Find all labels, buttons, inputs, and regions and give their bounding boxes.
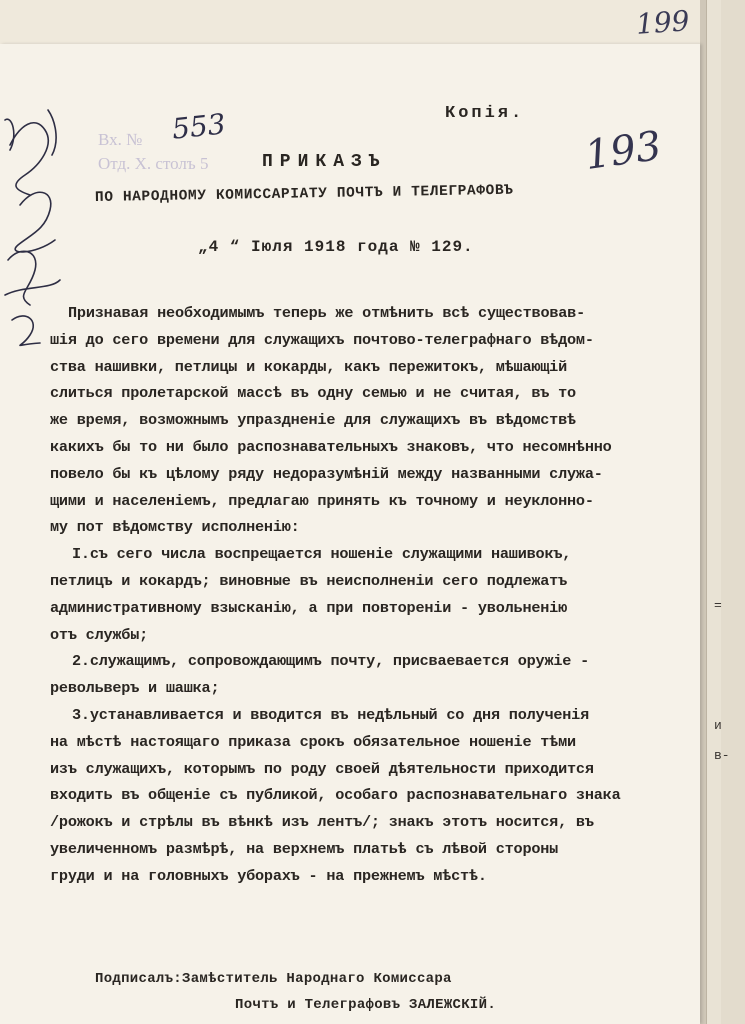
body-line: повело бы къ цѣлому ряду недоразумѣній между названными служа- [50,464,603,483]
document-date-line: „4 “ Іюля 1918 года № 129. [198,238,474,256]
back-page [706,0,721,1024]
body-line: какихъ бы то ни было распознавательныхъ знаковъ, что несомнѣнно [50,437,612,456]
document-body [50,300,660,890]
document-title: ПРИКАЗЪ [262,152,387,172]
body-line: I.съ сего числа воспрещается ношеніе служащими нашивокъ, [72,545,572,564]
body-line: 2.служащимъ, сопровождающимъ почту, присваевается оружіе - [72,652,590,671]
body-line: увеличенномъ размѣрѣ, на верхнемъ платьѣ съ лѣвой стороны [50,839,559,858]
body-line: же время, возможнымъ упраздненіе для служащихъ въ вѣдомствѣ [50,411,576,430]
body-line: административному взысканію, а при повтореніи - увольненію [50,598,568,617]
signature-line: Подписалъ:Замѣститель Народнаго Комиссара [95,971,452,987]
right-margin-mark: и [714,718,722,733]
body-line: груди и на головныхъ уборахъ - на прежнемъ мѣстѣ. [50,866,487,885]
body-line: щими и населеніемъ, предлагаю принять къ точному и неуклонно- [50,491,594,510]
body-line: му пот вѣдомству исполненію: [50,518,300,537]
body-line: входить въ общеніе съ публикой, особаго распознавательнаго знака [50,786,621,805]
signature-block [95,966,496,1018]
body-line: изъ служащихъ, которымъ по роду своей дѣятельности приходится [50,759,594,778]
document-subtitle: ПО НАРОДНОМУ КОМИССАРІАТУ ПОЧТЪ И ТЕЛЕГРАФОВЪ [94,182,514,206]
body-line: Признавая необходимымъ теперь же отмѣнить всѣ существовав- [68,304,586,322]
body-line: /рожокъ и стрѣлы въ вѣнкѣ изъ лентъ/; знакъ этотъ носится, въ [50,813,594,832]
body-line: револьверъ и шашка; [50,679,220,698]
body-line: 3.устанавливается и вводится въ недѣльный со дня полученія [72,705,590,724]
stamp-line: Отд. Х. столъ 5 [98,154,209,173]
copy-label: Копія. [445,104,525,123]
handwritten-registration-number: 553 [170,107,228,146]
right-margin-mark: в- [714,748,730,763]
handwritten-page-number: 193 [582,122,665,180]
top-sheet-edge [0,0,700,49]
stamp-line: Вх. № [98,130,143,149]
signature-line: Почтъ и Телеграфовъ ЗАЛЕЖСКІЙ. [235,997,497,1013]
body-line: петлицъ и кокардъ; виновные въ неисполненіи сего подлежатъ [50,571,568,590]
body-line: ства нашивки, петлицы и кокарды, какъ пережитокъ, мѣшающій [50,357,568,376]
body-line: шія до сего времени для служащихъ почтово-телеграфнаго вѣдом- [50,330,594,349]
body-line: слиться пролетарской массѣ въ одну семью и не считая, въ то [50,384,576,403]
handwritten-folio-number: 199 [634,4,691,41]
back-page [718,0,745,1024]
body-line: отъ службы; [50,625,149,644]
right-margin-mark: = [714,598,722,613]
body-line: на мѣстѣ настоящаго приказа срокъ обязательное ношеніе тѣми [50,732,576,751]
